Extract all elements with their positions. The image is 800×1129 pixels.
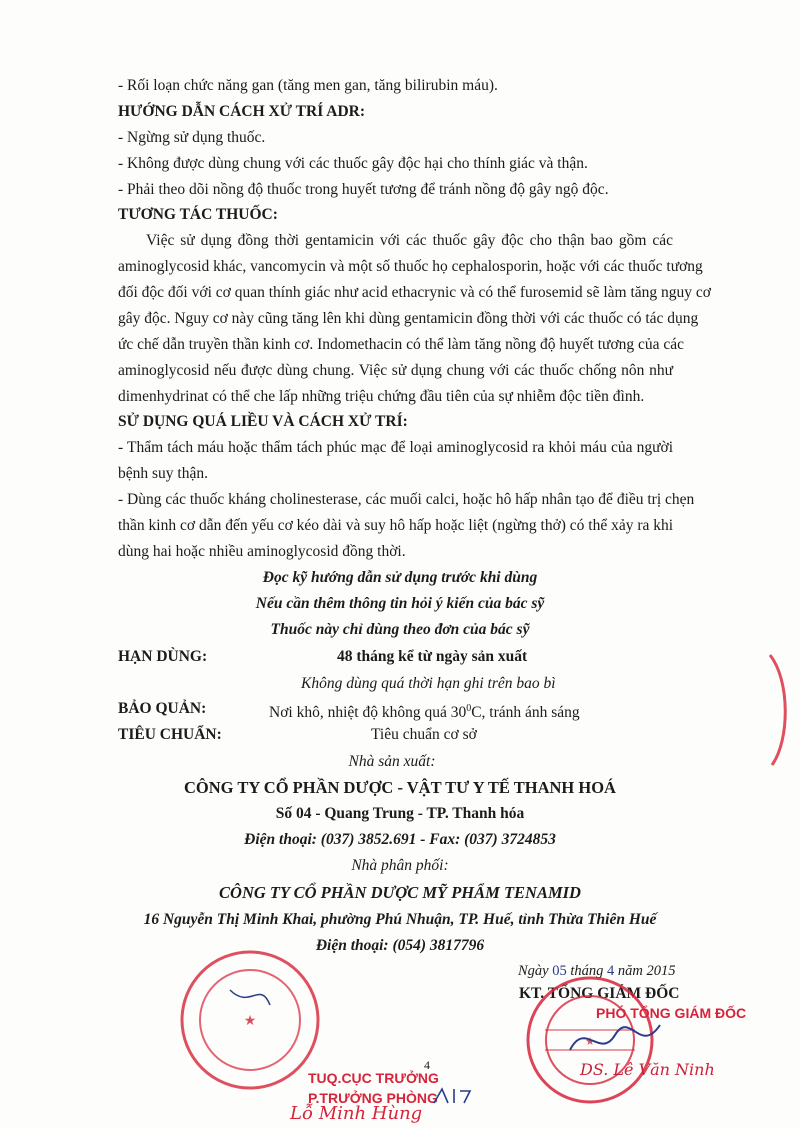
agency-line1: TUQ.CỤC TRƯỞNG: [308, 1070, 439, 1086]
date-month: 4: [607, 963, 615, 979]
interaction-line: Việc sử dụng đồng thời gentamicin với các thuốc gây độc cho thận bao gồm các: [146, 232, 673, 249]
date-year: năm 2015: [617, 963, 676, 979]
manufacturer-label: Nhà sản xuất:: [348, 753, 436, 770]
page-number: 4: [424, 1058, 430, 1072]
deputy-title: PHÓ TỔNG GIÁM ĐỐC: [596, 1005, 747, 1021]
agency-initials: [430, 1085, 490, 1109]
distributor-label: Nhà phân phối:: [351, 857, 449, 874]
adr-item: - Phải theo dõi nồng độ thuốc trong huyết tương để tránh nồng độ gây ngộ độc.: [118, 181, 609, 198]
overdose-line: bệnh suy thận.: [118, 465, 208, 482]
agency-line2: P.TRƯỞNG PHÒNG: [308, 1090, 438, 1106]
overdose-line: thần kinh cơ dẫn đến yếu cơ kéo dài và suy hô hấp hoặc liệt (ngừng thở) có thể xảy ra khi: [118, 517, 674, 534]
interaction-line: dimenhydrinat có thể che lấp những triệu chứng đầu tiên của sự nhiễm độc tiền đình.: [118, 388, 645, 405]
overdose-heading: SỬ DỤNG QUÁ LIỀU VÀ CÁCH XỬ TRÍ:: [118, 413, 408, 430]
adr-heading: HƯỚNG DẪN CÁCH XỬ TRÍ ADR:: [118, 103, 365, 120]
date-day: 05: [552, 963, 567, 979]
interaction-line: aminoglycosid nếu được dùng chung. Việc sử dụng chung với các thuốc chống nôn như: [118, 362, 673, 379]
margin-stamp-fragment: [760, 650, 800, 770]
distributor-phone: Điện thoại: (054) 3817796: [315, 937, 485, 954]
degree-sup: 0: [466, 703, 472, 714]
storage-value-text-end: C, tránh ánh sáng: [471, 704, 580, 722]
storage-value-text: Nơi khô, nhiệt độ không quá 30: [269, 704, 467, 722]
interaction-line: gây độc. Nguy cơ này cũng tăng lên khi dùng gentamicin đồng thời với các thuốc có tác dụng: [118, 310, 699, 327]
svg-text:★: ★: [243, 1013, 257, 1029]
date-month-word: tháng: [570, 963, 604, 979]
expiry-value: 48 tháng kể từ ngày sản xuất: [337, 648, 528, 665]
standard-label: TIÊU CHUẨN:: [118, 726, 222, 743]
date-word: Ngày: [518, 963, 549, 979]
standard-value: Tiêu chuẩn cơ sở: [371, 726, 477, 743]
notice-prescription-only: Thuốc này chỉ dùng theo đơn của bác sỹ: [270, 621, 530, 638]
director-signer: DS. Lê Văn Ninh: [580, 1060, 715, 1079]
svg-text:★: ★: [585, 1035, 595, 1048]
interaction-line: ức chế dẫn truyền thần kinh cơ. Indomethacin có thể làm tăng nồng độ huyết tương của các: [118, 336, 685, 353]
notice-read-instructions: Đọc kỹ hướng dẫn sử dụng trước khi dùng: [262, 569, 538, 586]
adr-item: - Không được dùng chung với các thuốc gây độc hại cho thính giác và thận.: [118, 155, 588, 172]
manufacturer-address: Số 04 - Quang Trung - TP. Thanh hóa: [275, 805, 525, 822]
overdose-line: dùng hai hoặc nhiều aminoglycosid đồng thời.: [118, 543, 406, 560]
manufacturer-phone: Điện thoại: (037) 3852.691 - Fax: (037) 3724853: [244, 831, 556, 848]
director-signature: [560, 1015, 680, 1065]
interaction-line: aminoglycosid khác, vancomycin và một số thuốc họ cephalosporin, hoặc với các thuốc tương: [118, 258, 703, 275]
adr-intro: - Rối loạn chức năng gan (tăng men gan, tăng bilirubin máu).: [118, 77, 498, 94]
manufacturer-name: CÔNG TY CỔ PHẦN DƯỢC - VẬT TƯ Y TẾ THANH HOÁ: [184, 778, 616, 797]
notice-ask-doctor: Nếu cần thêm thông tin hỏi ý kiến của bác sỹ: [255, 595, 545, 612]
interaction-heading: TƯƠNG TÁC THUỐC:: [118, 206, 278, 223]
storage-label: BẢO QUẢN:: [118, 700, 207, 717]
distributor-name: CÔNG TY CỔ PHẦN DƯỢC MỸ PHẨM TENAMID: [219, 883, 581, 902]
storage-value: [269, 699, 580, 723]
overdose-line: - Dùng các thuốc kháng cholinesterase, các muối calci, hoặc hô hấp nhân tạo để điều trị chẹn: [118, 491, 695, 508]
distributor-address: 16 Nguyễn Thị Minh Khai, phường Phú Nhuận, TP. Huế, tỉnh Thừa Thiên Huế: [143, 911, 657, 928]
for-director: KT. TỔNG GIÁM ĐỐC: [519, 985, 680, 1002]
adr-item: - Ngừng sử dụng thuốc.: [118, 129, 266, 146]
expiry-note: Không dùng quá thời hạn ghi trên bao bì: [301, 675, 556, 692]
expiry-label: HẠN DÙNG:: [118, 648, 208, 665]
agency-signer: Lỗ Minh Hùng: [290, 1103, 423, 1124]
interaction-line: đối độc đối với cơ quan thính giác như acid ethacrynic và có thể furosemid sẽ làm tăng nguy cơ: [118, 284, 711, 301]
overdose-line: - Thẩm tách máu hoặc thẩm tách phúc mạc để loại aminoglycosid ra khỏi máu của người: [118, 439, 673, 456]
